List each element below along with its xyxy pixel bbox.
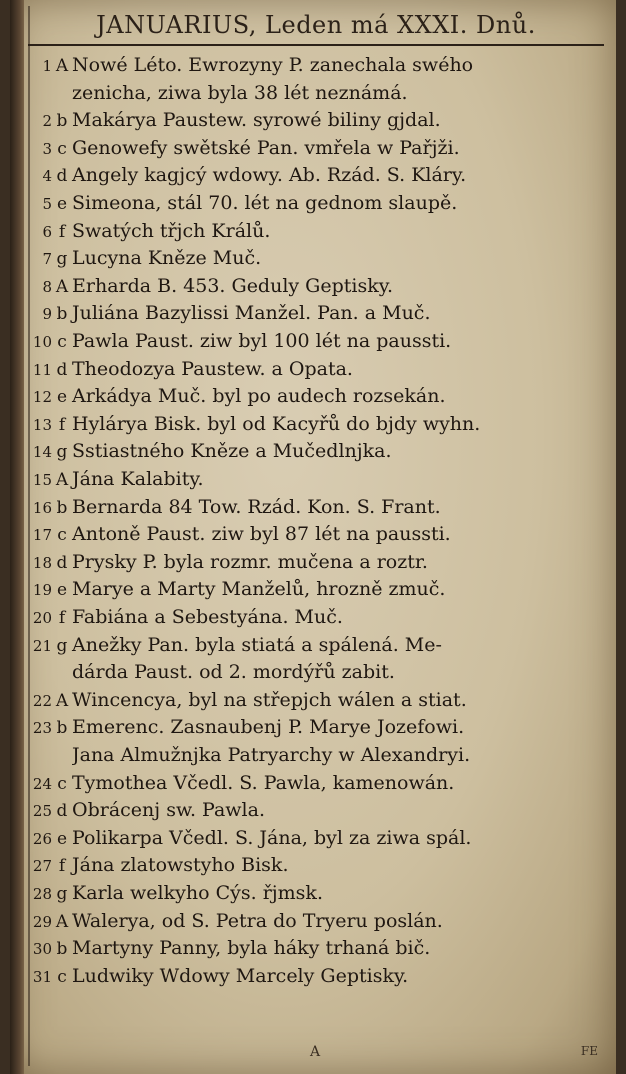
calendar-entry — [32, 107, 612, 134]
calendar-entry — [32, 576, 612, 603]
saint-name: Jána Kalabity. — [72, 468, 204, 490]
saint-name: Angely kagjcý wdowy. Ab. Rzád. S. Kláry. — [72, 164, 467, 187]
day-number: 9 — [42, 305, 52, 324]
day-number: 2 — [42, 112, 52, 131]
saint-name: Martyny Panny, byla háky trhaná bič. — [72, 937, 431, 960]
calendar-entry — [32, 521, 612, 548]
calendar-entry — [32, 494, 612, 521]
calendar-entry — [32, 273, 612, 300]
saint-name: Juliána Bazylissi Manžel. Pan. a Muč. — [72, 302, 431, 325]
saint-name: Anežky Pan. byla stiatá a spálená. Me- — [72, 633, 442, 656]
calendar-entry — [32, 245, 612, 272]
dominical-letter: d — [56, 359, 68, 380]
dominical-letter: b — [56, 111, 68, 132]
calendar-entry — [32, 300, 612, 327]
dominical-letter: d — [56, 801, 68, 822]
day-number: 11 — [32, 360, 52, 379]
dominical-letter: d — [56, 166, 68, 187]
dominical-letter: c — [57, 525, 67, 546]
day-number: 27 — [32, 857, 52, 876]
day-number: 16 — [32, 498, 52, 517]
saint-name: Simeona, stál 70. lét na gednom slaupě. — [72, 192, 458, 214]
day-number: 10 — [32, 333, 52, 351]
page-title: JANUARIUS, Leden má XXXI. Dnů. — [28, 6, 604, 46]
day-number: 3 — [42, 139, 52, 158]
signature-mark: A — [310, 1044, 321, 1060]
day-number: 20 — [32, 609, 52, 627]
day-number: 6 — [42, 222, 52, 241]
saint-name: Jána zlatowstyho Bisk. — [72, 854, 289, 877]
calendar-entry — [32, 328, 612, 355]
dominical-letter: f — [58, 856, 66, 877]
dominical-letter: e — [56, 828, 68, 849]
saint-name: Lucyna Kněze Muč. — [72, 247, 262, 270]
calendar-entry — [32, 190, 612, 217]
calendar-entry — [32, 632, 612, 659]
dominical-letter: A — [55, 276, 69, 297]
calendar-entry — [32, 135, 612, 162]
saint-name: Tymothea Včedl. S. Pawla, kamenowán. — [72, 771, 455, 794]
saint-name: Ludwiky Wdowy Marcely Geptisky. — [72, 964, 409, 987]
day-number: 8 — [42, 277, 52, 296]
dominical-letter: A — [55, 470, 69, 490]
book-binding — [10, 0, 24, 1074]
dominical-letter: A — [55, 56, 69, 76]
calendar-entry — [32, 852, 612, 879]
saint-name: Genowefy swětské Pan. vmřela w Pařjži. — [72, 136, 460, 159]
dominical-letter: A — [55, 690, 69, 711]
catchword: FE — [580, 1044, 598, 1058]
day-number: 26 — [32, 829, 52, 848]
saint-name: Arkádya Muč. byl po audech rozsekán. — [72, 385, 446, 408]
day-number: 13 — [32, 415, 52, 434]
dominical-letter: c — [57, 773, 67, 794]
calendar-entry — [32, 604, 612, 631]
saint-name: Prysky P. byla rozmr. mučena a roztr. — [72, 550, 428, 573]
day-number: 7 — [42, 250, 52, 269]
day-number: 5 — [42, 195, 52, 213]
day-number: 18 — [32, 553, 52, 572]
calendar-entry — [32, 466, 612, 493]
dominical-letter: g — [56, 442, 68, 463]
saint-name: Pawla Paust. ziw byl 100 lét na paussti. — [72, 330, 452, 352]
dominical-letter: b — [56, 718, 68, 739]
dominical-letter: A — [55, 911, 69, 932]
day-number: 25 — [32, 802, 52, 821]
calendar-entry — [32, 383, 612, 410]
calendar-entry — [32, 825, 612, 852]
calendar-entry — [32, 797, 612, 824]
dominical-letter: e — [56, 580, 68, 601]
dominical-letter: b — [56, 939, 68, 960]
dominical-letter: g — [56, 635, 68, 656]
saint-name: Erharda B. 453. Geduly Geptisky. — [72, 274, 393, 297]
day-number: 23 — [32, 719, 52, 738]
calendar-entry — [32, 356, 612, 383]
day-number: 21 — [32, 636, 52, 655]
saint-name: Swatých třjch Králů. — [72, 219, 271, 242]
saint-name: Makárya Paustew. syrowé biliny gjdal. — [72, 109, 441, 132]
saint-name: Karla welkyho Cýs. řjmsk. — [72, 882, 323, 904]
saint-name: Marye a Marty Manželů, hrozně zmuč. — [72, 578, 446, 601]
day-number: 22 — [32, 691, 52, 710]
day-number: 31 — [32, 967, 52, 986]
saint-name: Theodozya Paustew. a Opata. — [72, 357, 353, 380]
calendar-entry — [32, 935, 612, 962]
saint-name: Antoně Paust. ziw byl 87 lét na paussti. — [72, 523, 451, 546]
calendar-entry — [32, 438, 612, 465]
saint-name: Bernarda 84 Tow. Rzád. Kon. S. Frant. — [72, 495, 441, 518]
saint-name: Wincencya, byl na střepjch wálen a stiat. — [72, 688, 467, 711]
day-number: 24 — [32, 774, 52, 793]
left-margin-rule — [28, 6, 30, 1066]
day-number: 15 — [32, 471, 52, 489]
calendar-entry — [32, 687, 612, 714]
dominical-letter: c — [57, 966, 67, 987]
saint-name: Sstiastného Kněze a Mučedlnjka. — [72, 440, 392, 463]
dominical-letter: e — [56, 194, 68, 214]
calendar-entry — [32, 52, 612, 79]
calendar-entry — [32, 908, 612, 935]
saint-name: Fabiána a Sebestyána. Muč. — [72, 606, 343, 628]
day-number: 17 — [32, 526, 52, 545]
saint-name: Hylárya Bisk. byl od Kacyřů do bjdy wyhn. — [72, 412, 481, 435]
day-number: 1 — [42, 57, 52, 75]
calendar-entry — [32, 162, 612, 189]
day-number: 19 — [32, 581, 52, 600]
day-number: 12 — [32, 388, 52, 407]
dominical-letter: d — [56, 552, 68, 573]
dominical-letter: c — [57, 332, 67, 352]
day-number: 14 — [32, 443, 52, 462]
dominical-letter: g — [56, 884, 68, 904]
day-number: 28 — [32, 885, 52, 903]
calendar-entry — [32, 411, 612, 438]
entry-continuation: dárda Paust. od 2. mordýřů zabit. — [72, 661, 395, 684]
calendar-entry — [32, 963, 612, 990]
entry-continuation: Jana Almužnjka Patryarchy w Alexandryi. — [72, 744, 471, 766]
dominical-letter: f — [58, 608, 66, 628]
dominical-letter: c — [57, 138, 67, 159]
dominical-letter: f — [58, 221, 66, 242]
entry-continuation: zenicha, ziwa byla 38 lét neznámá. — [72, 81, 408, 104]
dominical-letter: f — [58, 414, 66, 435]
saint-name: Emerenc. Zasnaubenj P. Marye Jozefowi. — [72, 716, 465, 739]
day-number: 30 — [32, 940, 52, 959]
calendar-entry — [32, 880, 612, 907]
calendar-entry — [32, 770, 612, 797]
dominical-letter: b — [56, 304, 68, 325]
saint-name: Polikarpa Včedl. S. Jána, byl za ziwa spál. — [72, 826, 472, 849]
calendar-page — [10, 0, 616, 1074]
calendar-entry — [32, 218, 612, 245]
calendar-entry — [32, 714, 612, 741]
saint-name: Obrácenj sw. Pawla. — [72, 799, 266, 822]
dominical-letter: b — [56, 497, 68, 518]
dominical-letter: g — [56, 249, 68, 270]
day-number: 29 — [32, 912, 52, 931]
dominical-letter: e — [56, 387, 68, 408]
saint-name: Nowé Léto. Ewrozyny P. zanechala swého — [72, 54, 474, 76]
saint-name: Walerya, od S. Petra do Tryeru poslán. — [72, 909, 443, 932]
calendar-entry — [32, 549, 612, 576]
day-number: 4 — [42, 167, 52, 186]
